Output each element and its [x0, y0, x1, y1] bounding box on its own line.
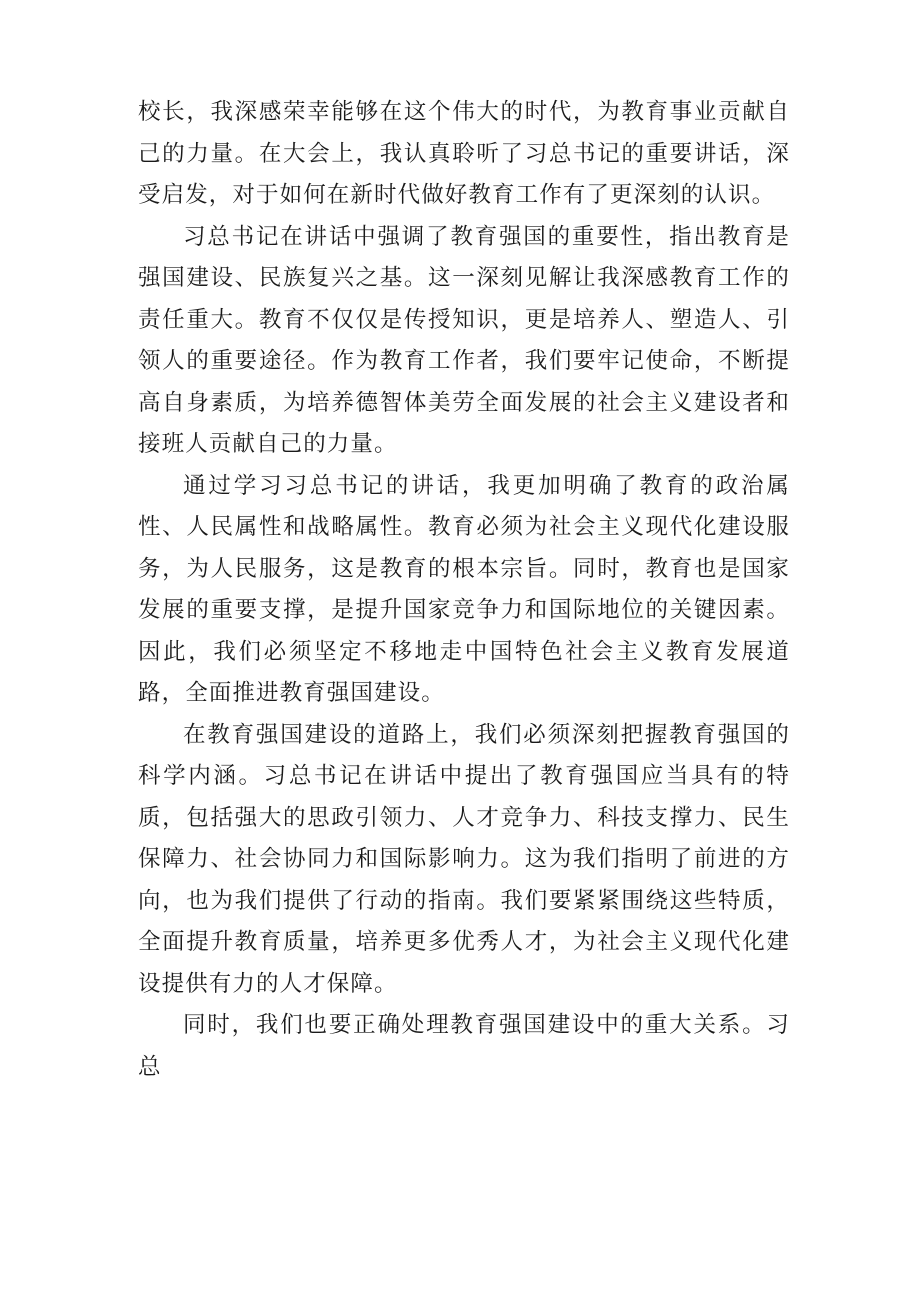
paragraph-3: 通过学习习总书记的讲话，我更加明确了教育的政治属性、人民属性和战略属性。教育必须为社会主义现代化建设服务，为人民服务，这是教育的根本宗旨。同时，教育也是国家发展的重要支撑，是提升国家竞争力和国际地位的关键因素。因此，我们必须坚定不移地走中国特色社会主义教育发展道路，全面推进教育强国建设。: [138, 472, 790, 706]
paragraph-2: 习总书记在讲话中强调了教育强国的重要性，指出教育是强国建设、民族复兴之基。这一深刻见解让我深感教育工作的责任重大。教育不仅仅是传授知识，更是培养人、塑造人、引领人的重要途径。作为教育工作者，我们要牢记使命，不断提高自身素质，为培养德智体美劳全面发展的社会主义建设者和接班人贡献自己的力量。: [138, 223, 790, 457]
paragraph-1: 校长，我深感荣幸能够在这个伟大的时代，为教育事业贡献自己的力量。在大会上，我认真聆听了习总书记的重要讲话，深受启发，对于如何在新时代做好教育工作有了更深刻的认识。: [138, 99, 790, 208]
paragraph-5: 同时，我们也要正确处理教育强国建设中的重大关系。习总: [138, 1012, 790, 1080]
document-body: [138, 92, 790, 1088]
paragraph-4: 在教育强国建设的道路上，我们必须深刻把握教育强国的科学内涵。习总书记在讲话中提出了教育强国应当具有的特质，包括强大的思政引领力、人才竞争力、科技支撑力、民生保障力、社会协同力和国际影响力。这为我们指明了前进的方向，也为我们提供了行动的指南。我们要紧紧围绕这些特质，全面提升教育质量，培养更多优秀人才，为社会主义现代化建设提供有力的人才保障。: [138, 721, 790, 997]
